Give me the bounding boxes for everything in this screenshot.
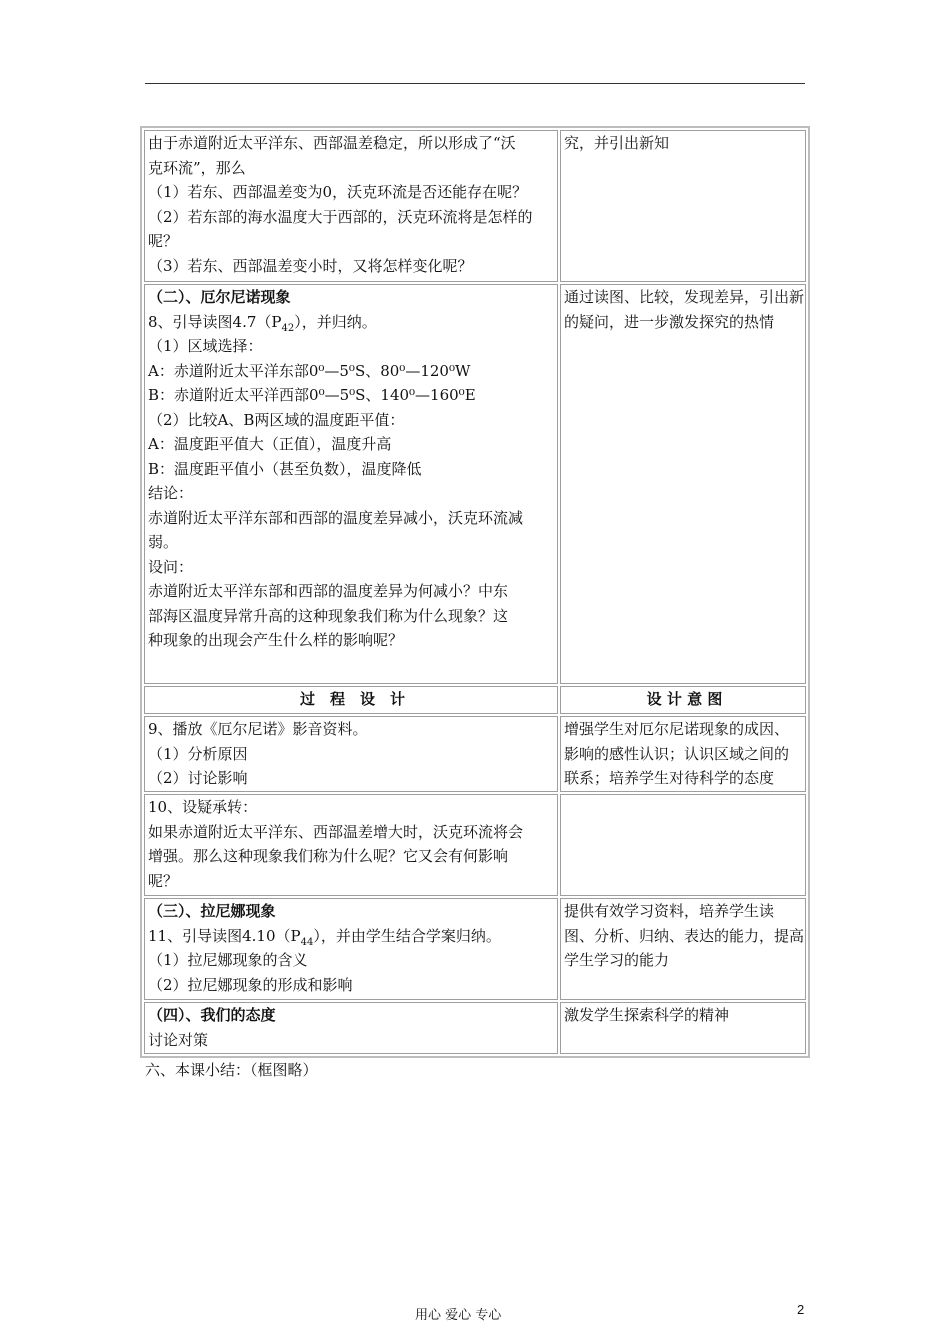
table-row bbox=[144, 130, 806, 282]
section-heading: （四）、我们的态度 bbox=[148, 1006, 276, 1024]
text-line: （2）讨论影响 bbox=[148, 769, 248, 787]
column-header-intent: 设 计 意 图 bbox=[560, 686, 806, 714]
column-header-process: 过 程 设 计 bbox=[144, 686, 558, 714]
design-intent-text: 的疑问，进一步激发探究的热情 bbox=[564, 312, 775, 331]
design-intent-text: 影响的感性认识；认识区域之间的 bbox=[564, 744, 790, 763]
text-line: （1）分析原因 bbox=[148, 744, 248, 763]
text-line: 赤道附近太平洋东部和西部的温度差异为何减小？中东 bbox=[148, 582, 509, 600]
text-line: 9、播放《厄尔尼诺》影音资料。 bbox=[148, 720, 368, 738]
text-line: 设问： bbox=[148, 557, 194, 576]
transition-section bbox=[144, 794, 558, 896]
text-line: （2）拉尼娜现象的形成和影响 bbox=[148, 975, 353, 994]
text-line: B：赤道附近太平洋西部0⁰—5⁰S、140⁰—160⁰E bbox=[148, 386, 476, 404]
table-row bbox=[144, 716, 806, 792]
design-intent-text: 增强学生对厄尔尼诺现象的成因、 bbox=[564, 720, 790, 738]
design-intent-cell bbox=[560, 716, 806, 792]
lesson-design-table bbox=[140, 126, 810, 1058]
design-intent-text: 通过读图、比较，发现差异，引出新 bbox=[564, 288, 805, 306]
el-nino-section bbox=[144, 284, 558, 684]
design-intent-cell bbox=[560, 284, 806, 684]
table-header-row bbox=[144, 686, 806, 714]
design-intent-text: 激发学生探索科学的精神 bbox=[564, 1006, 730, 1024]
design-intent-text: 图、分析、归纳、表达的能力，提高 bbox=[564, 926, 805, 945]
attitude-section bbox=[144, 1002, 558, 1054]
lesson-summary: 六、本课小结：（框图略） bbox=[145, 1061, 318, 1079]
text-line: 讨论对策 bbox=[148, 1030, 209, 1049]
text-line: （1）拉尼娜现象的含义 bbox=[148, 951, 308, 969]
header-rule bbox=[145, 83, 805, 84]
page-number: 2 bbox=[797, 1302, 805, 1317]
text-line: 赤道附近太平洋东部和西部的温度差异减小，沃克环流减 bbox=[148, 508, 524, 527]
text-line: 8、引导读图$4.7(P_{42})$，并归纳。 bbox=[148, 312, 377, 334]
table-row bbox=[144, 794, 806, 896]
design-intent-cell bbox=[560, 794, 806, 896]
design-intent-text: 学生学习的能力 bbox=[564, 951, 670, 969]
table-row bbox=[144, 898, 806, 1000]
text-line: 由于赤道附近太平洋东、西部温差稳定，所以形成了“沃 bbox=[148, 134, 516, 152]
table-row bbox=[144, 284, 806, 684]
design-intent-text: 究，并引出新知 bbox=[564, 134, 670, 152]
section-heading: （二）、厄尔尼诺现象 bbox=[148, 288, 291, 306]
text-line: 如果赤道附近太平洋东、西部温差增大时，沃克环流将会 bbox=[148, 822, 524, 841]
design-intent-text: 提供有效学习资料，培养学生读 bbox=[564, 902, 775, 920]
text-line: 增强。那么这种现象我们称为什么呢？它又会有何影响 bbox=[148, 847, 509, 865]
video-section bbox=[144, 716, 558, 792]
design-intent-cell bbox=[560, 1002, 806, 1054]
la-nina-section bbox=[144, 898, 558, 1000]
walker-circulation-questions bbox=[144, 130, 558, 282]
text-line: 部海区温度异常升高的这种现象我们称为什么现象？这 bbox=[148, 606, 509, 625]
text-line: B：温度距平值小（甚至负数），温度降低 bbox=[148, 459, 422, 478]
text-line: 呢？ bbox=[148, 871, 179, 890]
text-line: （1）若东、西部温差变为0，沃克环流是否还能存在呢？ bbox=[148, 183, 528, 201]
text-line: （1）区域选择： bbox=[148, 337, 263, 355]
table-row bbox=[144, 1002, 806, 1054]
text-line: 弱。 bbox=[148, 533, 179, 551]
text-line: （2）若东部的海水温度大于西部的，沃克环流将是怎样的 bbox=[148, 207, 533, 226]
section-heading: （三）、拉尼娜现象 bbox=[148, 902, 276, 920]
design-intent-cell bbox=[560, 130, 806, 282]
text-line: 10、设疑承转： bbox=[148, 798, 258, 816]
design-intent-text: 联系；培养学生对待科学的态度 bbox=[564, 769, 775, 787]
text-line: （3）若东、西部温差变小时，又将怎样变化呢？ bbox=[148, 256, 473, 275]
text-line: 种现象的出现会产生什么样的影响呢？ bbox=[148, 631, 404, 649]
text-line: 结论： bbox=[148, 484, 194, 502]
text-line: 11、引导读图$4.10(P_{44})$，并由学生结合学案归纳。 bbox=[148, 926, 501, 948]
text-line: A：温度距平值大（正值），温度升高 bbox=[148, 435, 392, 453]
text-line: 呢？ bbox=[148, 232, 179, 250]
text-line: A：赤道附近太平洋东部0⁰—5⁰S、80⁰—120⁰W bbox=[148, 361, 471, 380]
page-footer: 用心 爱心 专心 bbox=[415, 1308, 502, 1323]
text-line: （2）比较A、B两区域的温度距平值： bbox=[148, 410, 405, 429]
design-intent-cell bbox=[560, 898, 806, 1000]
text-line: 克环流”，那么 bbox=[148, 158, 246, 177]
